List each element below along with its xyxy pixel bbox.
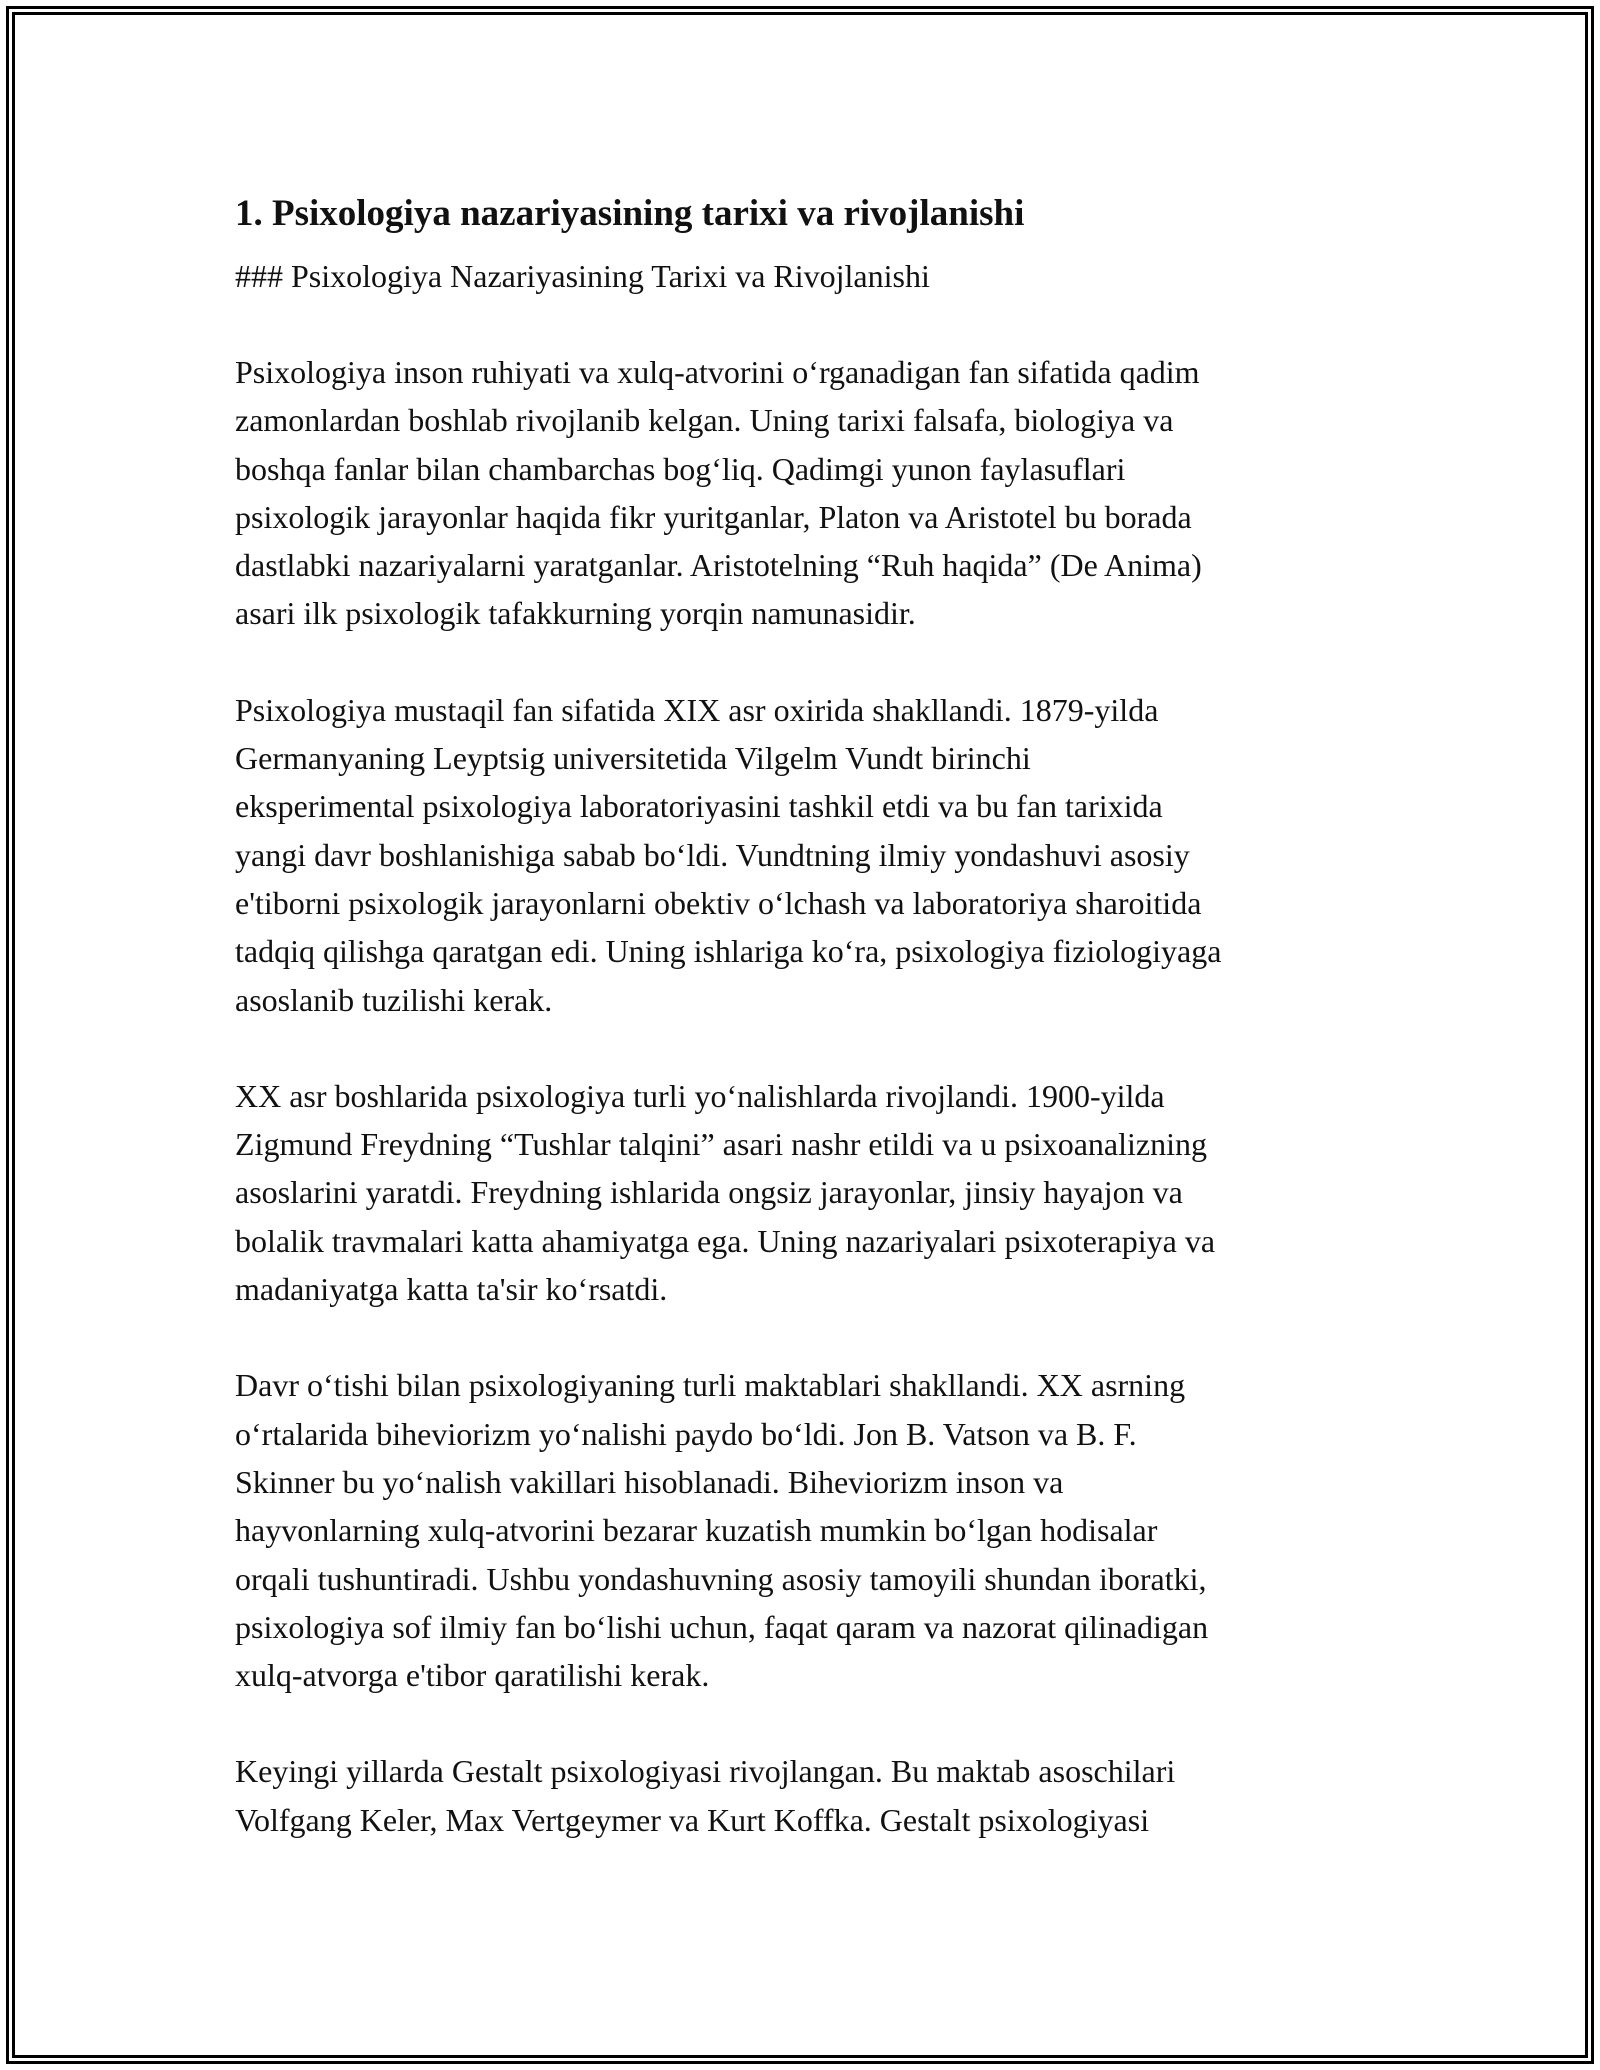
paragraph-2: Psixologiya mustaqil fan sifatida XIX asr oxirida shakllandi. 1879-yilda Germanyaning Leyptsig universitetida Vilgelm Vundt birinchi eksperimental psixologiya laboratoriyasini tashkil etdi va bu fan tarixida yangi davr boshlanishiga sabab bo‘ldi. Vundtning ilmiy yondashuvi asosiy e'tiborni psixologik jarayonlarni obektiv o‘lchash va laboratoriya sharoitida tadqiq qilishga qaratgan edi. Uning ishlariga ko‘ra, psixologiya fiziologiyaga asoslanib tuzilishi kerak. [235,691,1222,1018]
page-title: 1. Psixologiya nazariyasining tarixi va rivojlanishi [235,193,1025,234]
paragraph-1: Psixologiya inson ruhiyati va xulq-atvorini o‘rganadigan fan sifatida qadim zamonlardan boshlab rivojlanib kelgan. Uning tarixi falsafa, biologiya va boshqa fanlar bilan chambarchas bog‘liq. Qadimgi yunon faylasuflari psixologik jarayonlar haqida fikr yuritganlar, Platon va Aristotel bu borada dastlabki nazariyalarni yaratganlar. Aristotelning “Ruh haqida” (De Anima) asari ilk psixologik tafakkurning yorqin namunasidir. [235,354,1202,632]
paragraph-5: Keyingi yillarda Gestalt psixologiyasi rivojlangan. Bu maktab asoschilari Volfgang Keler, Max Vertgeymer va Kurt Koffka. Gestalt psixologiyasi [235,1753,1176,1838]
section-subheading: ### Psixologiya Nazariyasining Tarixi va Rivojlanishi [235,258,930,294]
paragraph-4: Davr o‘tishi bilan psixologiyaning turli maktablari shakllandi. XX asrning o‘rtalarida biheviorizm yo‘nalishi paydo bo‘ldi. Jon B. Vatson va B. F. Skinner bu yo‘nalish vakillari hisoblanadi. Biheviorizm inson va hayvonlarning xulq-atvorini bezarar kuzatish mumkin bo‘lgan hodisalar orqali tushuntiradi. Ushbu yondashuvning asosiy tamoyili shundan iboratki, psixologiya sof ilmiy fan bo‘lishi uchun, faqat qaram va nazorat qilinadigan xulq-atvorga e'tibor qaratilishi kerak. [235,1367,1209,1694]
document-body [235,186,1375,1844]
paragraph-3: XX asr boshlarida psixologiya turli yo‘nalishlarda rivojlandi. 1900-yilda Zigmund Freydning “Tushlar talqini” asari nashr etildi va u psixoanalizning asoslarini yaratdi. Freydning ishlarida ongsiz jarayonlar, jinsiy hayajon va bolalik travmalari katta ahamiyatga ega. Uning nazariyalari psixoterapiya va madaniyatga katta ta'sir ko‘rsatdi. [235,1077,1216,1308]
